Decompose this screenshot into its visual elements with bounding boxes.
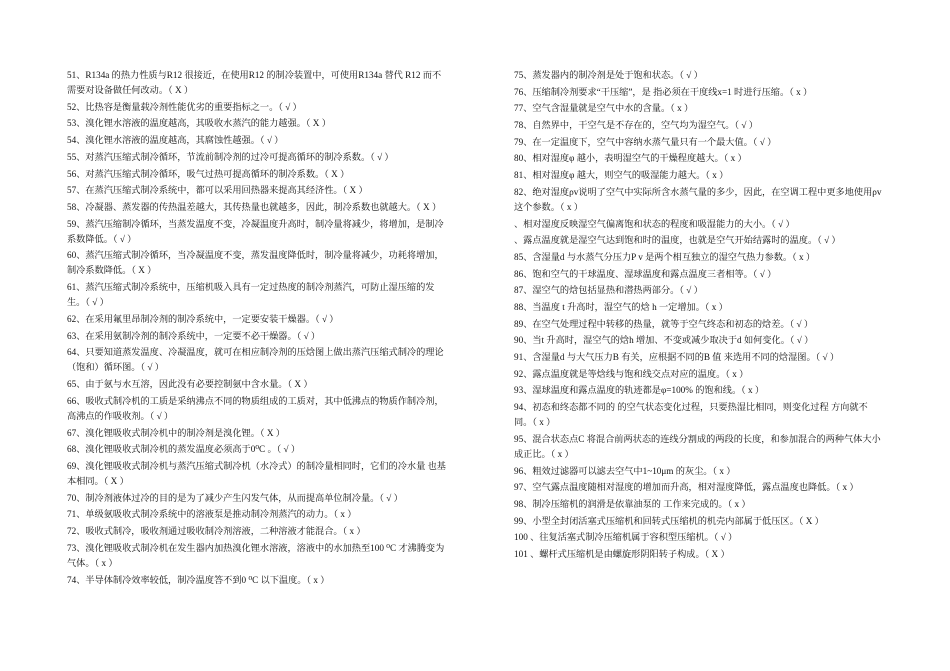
- question-91: 91、含湿量d 与大气压力B 有关，应根据不同的B 值 来选用不同的焓湿图。（ √ ）: [514, 352, 840, 363]
- question-67: 67、溴化锂吸收式制冷机中的制冷剂是溴化锂。（ X ）: [67, 427, 285, 438]
- question-52: 52、比热容是衡量载冷剂性能优劣的重要指标之一。（ √ ）: [67, 101, 302, 112]
- question-59: 59、蒸汽压缩制冷循环，当蒸发温度不变，冷凝温度升高时，制冷量将减少，将增加，是制冷系数降低。（ √ ）: [67, 218, 444, 244]
- question-98: 98、制冷压缩机的润滑是依靠油泵的 工作来完成的。（ x ）: [514, 499, 751, 510]
- question-72: 72、吸收式制冷，吸收剂通过吸收制冷剂溶液，二种溶液才能混合。（ x ）: [67, 526, 366, 537]
- question-80: 80、相对湿度φ 越小，表明湿空气的干燥程度越大。（ x ）: [514, 153, 747, 164]
- question-96: 96、粗效过滤器可以滤去空气中1~10μm 的灰尘。（ x ）: [514, 465, 736, 476]
- question-63: 63、在采用氨制冷剂的制冷系统中，一定要不必干燥器。（ √ ）: [67, 330, 321, 341]
- question-100: 100 、往复活塞式制冷压缩机属于容积型压缩机。（ √ ）: [514, 532, 738, 543]
- question-66: 66、吸收式制冷机的工质是采纳沸点不同的物质组成的工质对，其中低沸点的物质作制冷剂，高沸点的作吸收剂。（ √ ）: [67, 395, 444, 421]
- question-60: 60、蒸汽压缩式制冷循环，当冷凝温度不变，蒸发温度降低时，制冷量将减少，功耗将增加，制冷系数降低。（ X ）: [67, 250, 444, 276]
- question-88: 88、当温度 t 升高时，湿空气的焓 h 一定增加。（ x ）: [514, 302, 728, 313]
- question-54: 54、溴化锂水溶液的温度越高，其腐蚀性越强。（ √ ）: [67, 135, 284, 146]
- question-94: 94、初态和终态都不同的 的空气状态变化过程，只要热湿比相同，则变化过程 方向就不同。（ x ）: [514, 402, 868, 428]
- question-99: 99、小型全封闭活塞式压缩机和回转式压缩机的机壳内部属于低压区。（ X ）: [514, 515, 824, 526]
- question-93: 93、湿球温度和露点温度的轨迹都是φ=100% 的饱和线。（ x ）: [514, 385, 765, 396]
- question-53: 53、溴化锂水溶液的温度越高，其吸收水蒸汽的能力越强。（ X ）: [67, 118, 331, 129]
- question-81: 81、相对湿度φ 越大，则空气的吸湿能力越大。（ x ）: [514, 170, 729, 181]
- question-55: 55、对蒸汽压缩式制冷循环，节流前制冷剂的过冷可提高循环的制冷系数。（ √ ）: [67, 151, 394, 162]
- question-75: 75、蒸发器内的制冷剂是处于饱和状态。（ √ ）: [514, 70, 703, 80]
- question-62: 62、在采用氟里昂制冷剂的制冷系统中，一定要安装干燥器。（ √ ）: [67, 313, 339, 324]
- question-64: 64、只要知道蒸发温度、冷凝温度，就可在相应制冷剂的压焓图上做出蒸汽压缩式制冷的理论（饱和）循环图。（ √ ）: [67, 347, 444, 373]
- question-76: 76、压缩制冷剂要求“干压缩”，是 指必须在干度线x=1 时进行压缩。（ x ）: [514, 86, 813, 97]
- question-71: 71、单级氨吸收式制冷系统中的溶液泵是推动制冷剂蒸汽的动力。（ x ）: [67, 509, 357, 520]
- question-61: 61、蒸汽压缩式制冷系统中，压缩机吸入具有一定过热度的制冷剂蒸汽，可防止湿压缩的发生。（ √ ）: [67, 282, 435, 308]
- question-89: 89、在空气处理过程中转移的热量，就等于空气终态和初态的焓差。（ √ ）: [514, 318, 814, 329]
- left-column: [67, 68, 447, 589]
- question-101: 101 、螺杆式压缩机是由螺旋形阴阳转子构成。（ X ）: [514, 549, 730, 560]
- question-74: 74、半导体制冷效率较低，制冷温度答不到0 ⁰C 以下温度。（ x ）: [67, 574, 330, 585]
- question-87: 87、湿空气的焓包括显热和潜热两部分。（ √ ）: [514, 285, 703, 296]
- question-56: 56、对蒸汽压缩式制冷循环，吸气过热可提高循环的制冷系数。（ X ）: [67, 168, 350, 179]
- question-79: 79、在一定温度下，空气中容纳水蒸气量只有一个最大值。（ √ ）: [514, 136, 777, 147]
- question-86: 86、饱和空气的干球温度、湿球温度和露点温度三者相等。（ √ ）: [514, 268, 777, 279]
- question-84: 、露点温度就是湿空气达到饱和时的温度，也就是空气开始结露时的温度。（ √ ）: [514, 235, 841, 246]
- question-90: 90、当t 升高时，湿空气的焓h 增加、不变或减少取决于d 如何变化。（ √ ）: [514, 335, 814, 346]
- question-85: 85、含湿量d 与水蒸气分压力P v 是两个相互独立的湿空气热力参数。（ x ）: [514, 251, 816, 262]
- question-97: 97、空气露点温度随相对湿度的增加而升高，相对湿度降低，露点温度也降低。（ x ）: [514, 482, 859, 493]
- question-51: 51、R134a 的热力性质与R12 很接近，在使用R12 的制冷装置中，可使用R134a 替代 R12 而不需要对设备做任何改动。（ X ）: [67, 70, 442, 96]
- question-92: 92、露点温度就是等焓线与饱和线交点对应的温度。（ x ）: [514, 368, 749, 379]
- question-70: 70、制冷剂液体过冷的目的是为了减少产生闪发气体，从而提高单位制冷量。（ √ ）: [67, 492, 403, 503]
- question-78: 78、自然界中，干空气是不存在的，空气均为湿空气。（ √ ）: [514, 120, 758, 131]
- right-column: [514, 68, 884, 564]
- question-69: 69、溴化锂吸收式制冷机与蒸汽压缩式制冷机（水冷式）的制冷量相同时，它们的冷水量 也基本相同。（ X ）: [67, 460, 446, 487]
- question-82: 82、绝对湿度ρv说明了空气中实际所含水蒸气量的多少，因此，在空调工程中更多地使用ρv这个参数。（ x ）: [514, 186, 882, 212]
- question-73: 73、溴化锂吸收式制冷机在发生器内加热溴化锂水溶液，溶液中的水加热至100 ⁰C 才沸腾变为 气体。（ x ）: [67, 542, 445, 568]
- question-77: 77、空气含湿量就是空气中水的含量。（ x ）: [514, 103, 694, 114]
- question-95: 95、混合状态点C 将混合前两状态的连线分割成的两段的长度，和参加混合的两种气体大小成正比。（ x ）: [514, 433, 881, 460]
- question-83: 、相对湿度反映湿空气偏离饱和状态的程度和吸湿能力的大小。（ √ ）: [514, 218, 795, 229]
- question-57: 57、在蒸汽压缩式制冷系统中，都可以采用回热器来提高其经济性。（ X ）: [67, 185, 368, 196]
- question-58: 58、冷凝器、蒸发器的传热温差越大，其传热量也就越多，因此，制冷系数也就越大。（ X ）: [67, 201, 442, 212]
- question-65: 65、由于氨与水互溶，因此没有必要控制氨中含水量。（ X ）: [67, 379, 313, 390]
- question-68: 68、溴化锂吸收式制冷机的蒸发温度必须高于0⁰C 。（ √ ）: [67, 444, 301, 455]
